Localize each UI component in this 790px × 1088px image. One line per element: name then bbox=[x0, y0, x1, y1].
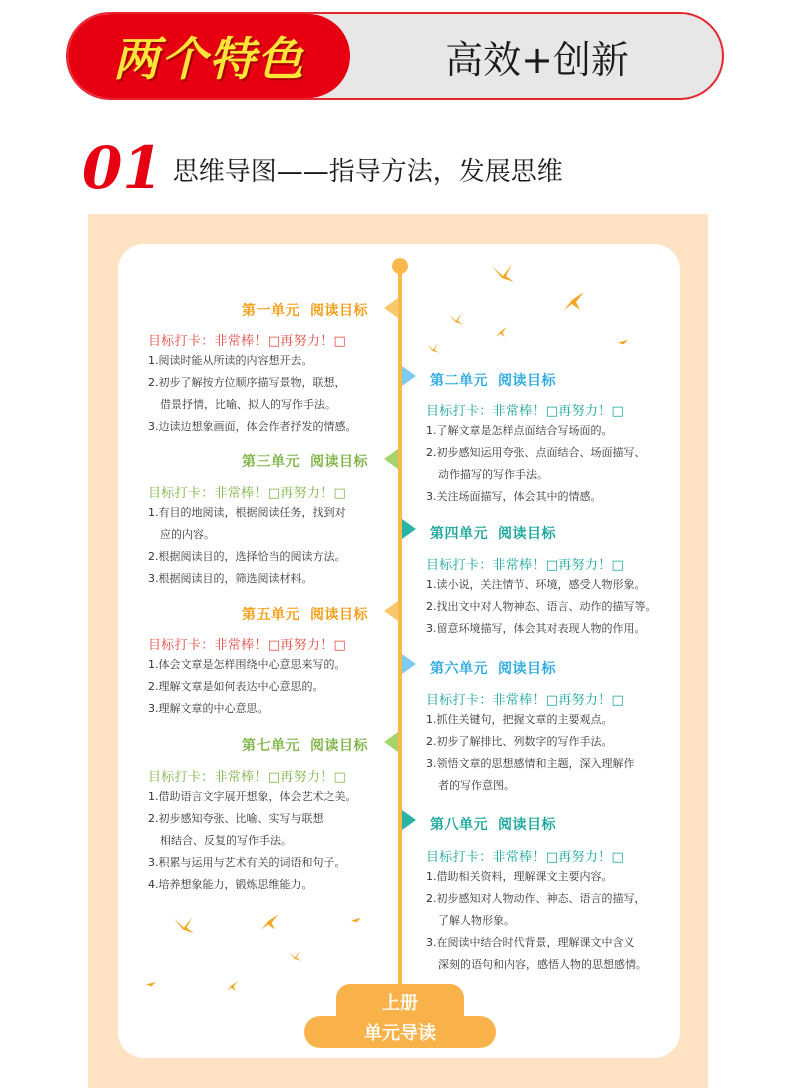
list-item: 2.初步了解按方位顺序描写景物，联想， bbox=[148, 376, 346, 389]
bird-icon bbox=[560, 290, 586, 312]
unit-4-checkin: 目标打卡：非常棒！□再努力！□ bbox=[426, 558, 625, 573]
unit-4-name: 第四单元 bbox=[430, 526, 488, 542]
unit-5-goal: 阅读目标 bbox=[310, 607, 368, 623]
unit-2-goals-list bbox=[426, 420, 646, 508]
list-item: 应的内容。 bbox=[160, 528, 215, 541]
unit-4-marker bbox=[402, 519, 416, 539]
list-item: 者的写作意图。 bbox=[438, 779, 515, 792]
list-item: 3.留意环境描写，体会其对表现人物的作用。 bbox=[426, 622, 646, 635]
feature-header bbox=[66, 12, 724, 100]
unit-2-name: 第二单元 bbox=[430, 373, 488, 389]
list-item: 3.领悟文章的思想感情和主题，深入理解作 bbox=[426, 757, 635, 770]
bird-icon bbox=[490, 262, 516, 284]
bird-icon bbox=[288, 950, 302, 962]
list-item: 2.理解文章是如何表达中心意思的。 bbox=[148, 680, 324, 693]
bird-icon bbox=[144, 980, 158, 990]
unit-6-marker bbox=[402, 654, 416, 674]
unit-3-marker bbox=[384, 449, 398, 469]
list-item: 3.边读边想象画面，体会作者抒发的情感。 bbox=[148, 420, 357, 433]
unit-3-goals-list bbox=[148, 502, 346, 590]
unit-6-goals-list bbox=[426, 709, 635, 797]
bird-icon bbox=[258, 912, 280, 932]
unit-8-goal: 阅读目标 bbox=[498, 817, 556, 833]
list-item: 1.了解文章是怎样点面结合写场面的。 bbox=[426, 424, 613, 437]
list-item: 相结合、反复的写作手法。 bbox=[160, 834, 292, 847]
list-item: 2.初步感知运用夸张、点面结合、场面描写、 bbox=[426, 446, 646, 459]
list-item: 动作描写的写作手法。 bbox=[438, 468, 548, 481]
unit-6-goal: 阅读目标 bbox=[498, 661, 556, 677]
list-item: 2.初步感知对人物动作、神态、语言的描写， bbox=[426, 892, 646, 905]
unit-4-title bbox=[430, 523, 556, 543]
list-item: 2.根据阅读目的，选择恰当的阅读方法。 bbox=[148, 550, 346, 563]
unit-8-name: 第八单元 bbox=[430, 817, 488, 833]
list-item: 1.有目的地阅读，根据阅读任务，找到对 bbox=[148, 506, 346, 519]
unit-2-title bbox=[430, 370, 556, 390]
list-item: 了解人物形象。 bbox=[438, 914, 515, 927]
unit-5-checkin: 目标打卡：非常棒！□再努力！□ bbox=[148, 638, 347, 653]
feature-header-left bbox=[68, 14, 350, 98]
unit-1-marker bbox=[384, 298, 398, 318]
unit-3-name: 第三单元 bbox=[242, 454, 300, 470]
section-title bbox=[82, 134, 563, 202]
section-heading: 思维导图——指导方法，发展思维 bbox=[172, 157, 563, 187]
list-item: 4.培养想象能力，锻炼思维能力。 bbox=[148, 878, 313, 891]
bird-icon bbox=[616, 338, 630, 348]
unit-3-checkin: 目标打卡：非常棒！□再努力！□ bbox=[148, 486, 347, 501]
unit-3-goal: 阅读目标 bbox=[310, 454, 368, 470]
bird-icon bbox=[224, 980, 240, 992]
list-item: 深刻的语句和内容，感悟人物的思想感情。 bbox=[438, 958, 647, 971]
unit-2-goal: 阅读目标 bbox=[498, 373, 556, 389]
unit-5-marker bbox=[384, 601, 398, 621]
unit-7-marker bbox=[384, 732, 398, 752]
unit-7-checkin: 目标打卡：非常棒！□再努力！□ bbox=[148, 770, 347, 785]
unit-3-title bbox=[242, 451, 368, 471]
bird-icon bbox=[172, 914, 196, 936]
bird-icon bbox=[494, 326, 508, 338]
unit-7-goal: 阅读目标 bbox=[310, 738, 368, 754]
list-item: 1.体会文章是怎样围绕中心意思来写的。 bbox=[148, 658, 346, 671]
list-item: 2.初步感知夸张、比喻、实写与联想 bbox=[148, 812, 324, 825]
unit-6-name: 第六单元 bbox=[430, 661, 488, 677]
unit-5-title bbox=[242, 604, 368, 624]
unit-2-marker bbox=[402, 366, 416, 386]
unit-guide-label: 单元导读 bbox=[364, 1023, 436, 1044]
unit-1-checkin: 目标打卡：非常棒！□再努力！□ bbox=[148, 334, 347, 349]
unit-2-checkin: 目标打卡：非常棒！□再努力！□ bbox=[426, 404, 625, 419]
list-item: 3.积累与运用与艺术有关的词语和句子。 bbox=[148, 856, 346, 869]
unit-7-title bbox=[242, 735, 368, 755]
list-item: 借景抒情，比喻、拟人的写作手法。 bbox=[160, 398, 336, 411]
volume-label: 上册 bbox=[382, 993, 418, 1014]
unit-5-name: 第五单元 bbox=[242, 607, 300, 623]
unit-8-goals-list bbox=[426, 866, 647, 976]
unit-guide-badge bbox=[304, 1016, 496, 1048]
section-number: 01 bbox=[82, 134, 163, 202]
list-item: 3.在阅读中结合时代背景，理解课文中含义 bbox=[426, 936, 635, 949]
bird-icon bbox=[350, 916, 362, 926]
unit-5-goals-list bbox=[148, 654, 346, 720]
unit-7-goals-list bbox=[148, 786, 357, 896]
unit-7-name: 第七单元 bbox=[242, 738, 300, 754]
list-item: 1.借助相关资料，理解课文主要内容。 bbox=[426, 870, 613, 883]
list-item: 3.关注场面描写，体会其中的情感。 bbox=[426, 490, 602, 503]
bird-icon bbox=[448, 312, 464, 326]
list-item: 2.找出文中对人物神态、语言、动作的描写等。 bbox=[426, 600, 657, 613]
unit-8-checkin: 目标打卡：非常棒！□再努力！□ bbox=[426, 850, 625, 865]
timeline-start-dot bbox=[392, 258, 408, 274]
list-item: 1.阅读时能从所读的内容想开去。 bbox=[148, 354, 313, 367]
unit-4-goals-list bbox=[426, 574, 657, 640]
unit-6-checkin: 目标打卡：非常棒！□再努力！□ bbox=[426, 693, 625, 708]
feature-summary-label: 高效+创新 bbox=[445, 37, 629, 82]
unit-8-title bbox=[430, 814, 556, 834]
list-item: 2.初步了解排比、列数字的写作手法。 bbox=[426, 735, 613, 748]
list-item: 3.理解文章的中心意思。 bbox=[148, 702, 269, 715]
feature-header-right bbox=[350, 14, 724, 98]
unit-4-goal: 阅读目标 bbox=[498, 526, 556, 542]
list-item: 1.读小说，关注情节、环境，感受人物形象。 bbox=[426, 578, 646, 591]
bird-icon bbox=[426, 342, 440, 354]
unit-8-marker bbox=[402, 810, 416, 830]
volume-badge bbox=[336, 984, 464, 1020]
unit-1-goals-list bbox=[148, 350, 357, 438]
feature-count-label: 两个特色 bbox=[113, 32, 305, 86]
unit-6-title bbox=[430, 658, 556, 678]
list-item: 1.抓住关键句，把握文章的主要观点。 bbox=[426, 713, 613, 726]
unit-1-name: 第一单元 bbox=[242, 303, 300, 319]
list-item: 3.根据阅读目的，筛选阅读材料。 bbox=[148, 572, 313, 585]
list-item: 1.借助语言文字展开想象，体会艺术之美。 bbox=[148, 790, 357, 803]
unit-1-title bbox=[242, 300, 368, 320]
unit-1-goal: 阅读目标 bbox=[310, 303, 368, 319]
